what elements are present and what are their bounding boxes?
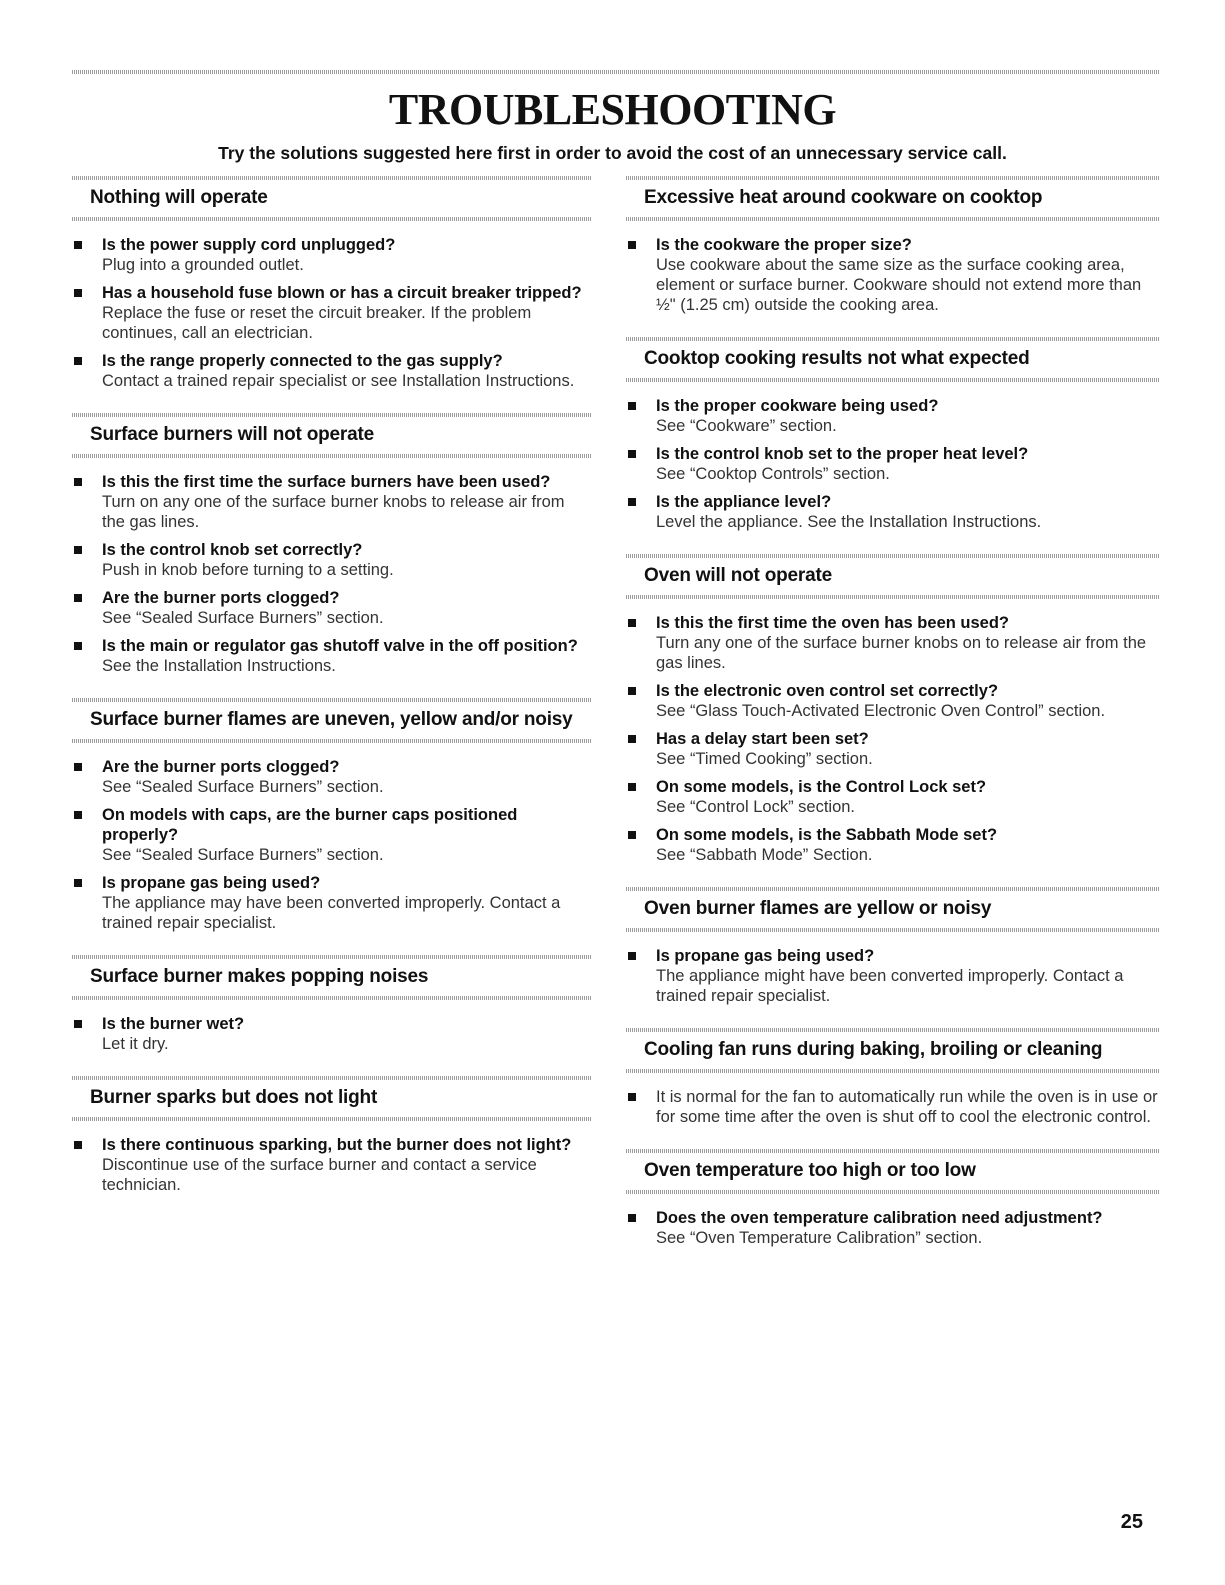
troubleshooting-section bbox=[72, 1076, 592, 1217]
answer-text: See “Oven Temperature Calibration” section. bbox=[656, 1229, 983, 1247]
section-bottom-rule bbox=[72, 454, 592, 458]
answer-text: See “Timed Cooking” section. bbox=[656, 750, 873, 768]
list-item bbox=[626, 613, 1160, 673]
question-text: On models with caps, are the burner caps positioned properly? bbox=[102, 806, 518, 844]
section-bottom-rule bbox=[72, 996, 592, 1000]
answer-text: Turn any one of the surface burner knobs on to release air from the gas lines. bbox=[656, 634, 1147, 672]
answer-text: Replace the fuse or reset the circuit breaker. If the problem continues, call an electrician. bbox=[102, 304, 532, 342]
question-text: Is the range properly connected to the gas supply? bbox=[102, 352, 503, 370]
section-items bbox=[626, 382, 1160, 532]
question-text: Is there continuous sparking, but the burner does not light? bbox=[102, 1136, 572, 1154]
question-text: Is the appliance level? bbox=[656, 493, 832, 511]
troubleshooting-section bbox=[626, 1028, 1160, 1149]
section-title: Oven temperature too high or too low bbox=[644, 1160, 976, 1181]
section-bottom-rule bbox=[72, 217, 592, 221]
square-bullet-icon bbox=[74, 241, 82, 249]
question-text: Are the burner ports clogged? bbox=[102, 589, 340, 607]
list-item bbox=[72, 235, 592, 275]
question-text: Is the proper cookware being used? bbox=[656, 397, 939, 415]
section-items bbox=[72, 458, 592, 676]
section-top-rule bbox=[72, 1076, 592, 1080]
square-bullet-icon bbox=[74, 879, 82, 887]
answer-text: Level the appliance. See the Installation Instructions. bbox=[656, 513, 1042, 531]
question-text: Does the oven temperature calibration need adjustment? bbox=[656, 1209, 1103, 1227]
question-text: On some models, is the Sabbath Mode set? bbox=[656, 826, 998, 844]
section-title: Burner sparks but does not light bbox=[90, 1087, 378, 1108]
list-item bbox=[72, 472, 592, 532]
question-text: Are the burner ports clogged? bbox=[102, 758, 340, 776]
troubleshooting-section bbox=[626, 1149, 1160, 1270]
answer-text: See the Installation Instructions. bbox=[102, 657, 336, 675]
question-text: Is this the first time the surface burners have been used? bbox=[102, 473, 551, 491]
section-items bbox=[72, 1121, 592, 1195]
list-item bbox=[626, 1208, 1160, 1248]
left-column bbox=[72, 176, 592, 1217]
square-bullet-icon bbox=[628, 783, 636, 791]
list-item bbox=[72, 873, 592, 933]
section-title: Oven burner flames are yellow or noisy bbox=[644, 898, 992, 919]
question-text: Is the main or regulator gas shutoff valve in the off position? bbox=[102, 637, 578, 655]
section-top-rule bbox=[626, 1149, 1160, 1153]
section-items bbox=[72, 221, 592, 391]
section-top-rule bbox=[626, 1028, 1160, 1032]
section-items bbox=[626, 1073, 1160, 1127]
answer-text: The appliance might have been converted improperly. Contact a trained repair specialist. bbox=[656, 967, 1124, 1005]
question-text: Has a delay start been set? bbox=[656, 730, 869, 748]
section-title: Oven will not operate bbox=[644, 565, 832, 586]
square-bullet-icon bbox=[628, 735, 636, 743]
list-item bbox=[72, 805, 592, 865]
section-bottom-rule bbox=[626, 595, 1160, 599]
question-text: Is the cookware the proper size? bbox=[656, 236, 912, 254]
answer-text: See “Sealed Surface Burners” section. bbox=[102, 609, 384, 627]
list-item bbox=[72, 1014, 592, 1054]
list-item bbox=[72, 757, 592, 797]
question-text: Is the burner wet? bbox=[102, 1015, 245, 1033]
list-item bbox=[626, 492, 1160, 532]
section-bottom-rule bbox=[72, 739, 592, 743]
troubleshooting-section bbox=[72, 955, 592, 1076]
square-bullet-icon bbox=[74, 357, 82, 365]
section-top-rule bbox=[626, 337, 1160, 341]
answer-text: Use cookware about the same size as the surface cooking area, element or surface burner. Cookware should not extend more than ½" (1.25 cm) outside the cooking area. bbox=[656, 256, 1142, 314]
square-bullet-icon bbox=[74, 289, 82, 297]
list-item bbox=[626, 1087, 1160, 1127]
square-bullet-icon bbox=[74, 763, 82, 771]
square-bullet-icon bbox=[628, 1214, 636, 1222]
section-bottom-rule bbox=[626, 1190, 1160, 1194]
section-top-rule bbox=[72, 955, 592, 959]
section-title: Nothing will operate bbox=[90, 187, 268, 208]
page-title: TROUBLESHOOTING bbox=[388, 85, 837, 134]
question-text: Is the electronic oven control set correctly? bbox=[656, 682, 999, 700]
square-bullet-icon bbox=[628, 952, 636, 960]
answer-text: See “Sealed Surface Burners” section. bbox=[102, 846, 384, 864]
list-item bbox=[626, 681, 1160, 721]
answer-text: Turn on any one of the surface burner knobs to release air from the gas lines. bbox=[102, 493, 565, 531]
section-top-rule bbox=[72, 413, 592, 417]
square-bullet-icon bbox=[628, 241, 636, 249]
answer-text: Let it dry. bbox=[102, 1035, 169, 1053]
section-bottom-rule bbox=[626, 1069, 1160, 1073]
answer-text: Discontinue use of the surface burner and contact a service technician. bbox=[102, 1156, 537, 1194]
list-item bbox=[626, 729, 1160, 769]
answer-text: Contact a trained repair specialist or see Installation Instructions. bbox=[102, 372, 575, 390]
list-item bbox=[626, 777, 1160, 817]
troubleshooting-section bbox=[626, 887, 1160, 1028]
section-top-rule bbox=[626, 887, 1160, 891]
list-item bbox=[626, 444, 1160, 484]
list-item bbox=[626, 396, 1160, 436]
section-top-rule bbox=[72, 698, 592, 702]
answer-text: The appliance may have been converted improperly. Contact a trained repair specialist. bbox=[102, 894, 561, 932]
section-top-rule bbox=[626, 176, 1160, 180]
section-top-rule bbox=[626, 554, 1160, 558]
section-items bbox=[72, 743, 592, 933]
answer-text: See “Control Lock” section. bbox=[656, 798, 856, 816]
square-bullet-icon bbox=[74, 1141, 82, 1149]
section-top-rule bbox=[72, 176, 592, 180]
section-title: Cooling fan runs during baking, broiling or cleaning bbox=[644, 1039, 1103, 1060]
answer-text: See “Cookware” section. bbox=[656, 417, 837, 435]
answer-text: It is normal for the fan to automatically run while the oven is in use or for some time after the oven is shut off to cool the electronic control. bbox=[656, 1088, 1158, 1126]
right-column bbox=[626, 176, 1160, 1270]
section-bottom-rule bbox=[626, 928, 1160, 932]
answer-text: See “Glass Touch-Activated Electronic Oven Control” section. bbox=[656, 702, 1106, 720]
square-bullet-icon bbox=[628, 619, 636, 627]
troubleshooting-section bbox=[72, 413, 592, 698]
square-bullet-icon bbox=[74, 546, 82, 554]
square-bullet-icon bbox=[74, 642, 82, 650]
question-text: Is the control knob set to the proper heat level? bbox=[656, 445, 1029, 463]
list-item bbox=[72, 588, 592, 628]
square-bullet-icon bbox=[628, 450, 636, 458]
page-subtitle: Try the solutions suggested here first in order to avoid the cost of an unnecessary service call. bbox=[218, 143, 1007, 163]
question-text: Has a household fuse blown or has a circuit breaker tripped? bbox=[102, 284, 582, 302]
square-bullet-icon bbox=[628, 831, 636, 839]
answer-text: Push in knob before turning to a setting. bbox=[102, 561, 394, 579]
troubleshooting-section bbox=[626, 554, 1160, 887]
section-items bbox=[72, 1000, 592, 1054]
top-rule bbox=[72, 70, 1160, 74]
troubleshooting-section bbox=[626, 337, 1160, 554]
section-title: Excessive heat around cookware on cooktop bbox=[644, 187, 1043, 208]
square-bullet-icon bbox=[628, 498, 636, 506]
section-bottom-rule bbox=[72, 1117, 592, 1121]
section-items bbox=[626, 599, 1160, 865]
section-items bbox=[626, 221, 1160, 315]
question-text: Is propane gas being used? bbox=[656, 947, 875, 965]
section-title: Cooktop cooking results not what expected bbox=[644, 348, 1030, 369]
section-bottom-rule bbox=[626, 217, 1160, 221]
page-number: 25 bbox=[1120, 1511, 1143, 1533]
answer-text: See “Cooktop Controls” section. bbox=[656, 465, 890, 483]
list-item bbox=[72, 283, 592, 343]
section-items bbox=[626, 1194, 1160, 1248]
troubleshooting-section bbox=[626, 176, 1160, 337]
section-bottom-rule bbox=[626, 378, 1160, 382]
square-bullet-icon bbox=[74, 478, 82, 486]
section-items bbox=[626, 932, 1160, 1006]
square-bullet-icon bbox=[74, 811, 82, 819]
list-item bbox=[72, 1135, 592, 1195]
question-text: Is the power supply cord unplugged? bbox=[102, 236, 396, 254]
troubleshooting-section bbox=[72, 176, 592, 413]
section-title: Surface burner flames are uneven, yellow and/or noisy bbox=[90, 709, 573, 730]
list-item bbox=[72, 636, 592, 676]
answer-text: Plug into a grounded outlet. bbox=[102, 256, 304, 274]
list-item bbox=[72, 540, 592, 580]
question-text: On some models, is the Control Lock set? bbox=[656, 778, 987, 796]
list-item bbox=[72, 351, 592, 391]
square-bullet-icon bbox=[628, 402, 636, 410]
question-text: Is the control knob set correctly? bbox=[102, 541, 363, 559]
list-item bbox=[626, 946, 1160, 1006]
list-item bbox=[626, 235, 1160, 315]
square-bullet-icon bbox=[74, 1020, 82, 1028]
section-title: Surface burners will not operate bbox=[90, 424, 374, 445]
answer-text: See “Sabbath Mode” Section. bbox=[656, 846, 873, 864]
square-bullet-icon bbox=[74, 594, 82, 602]
answer-text: See “Sealed Surface Burners” section. bbox=[102, 778, 384, 796]
question-text: Is this the first time the oven has been used? bbox=[656, 614, 1009, 632]
section-title: Surface burner makes popping noises bbox=[90, 966, 429, 987]
list-item bbox=[626, 825, 1160, 865]
question-text: Is propane gas being used? bbox=[102, 874, 321, 892]
troubleshooting-section bbox=[72, 698, 592, 955]
square-bullet-icon bbox=[628, 1093, 636, 1101]
square-bullet-icon bbox=[628, 687, 636, 695]
